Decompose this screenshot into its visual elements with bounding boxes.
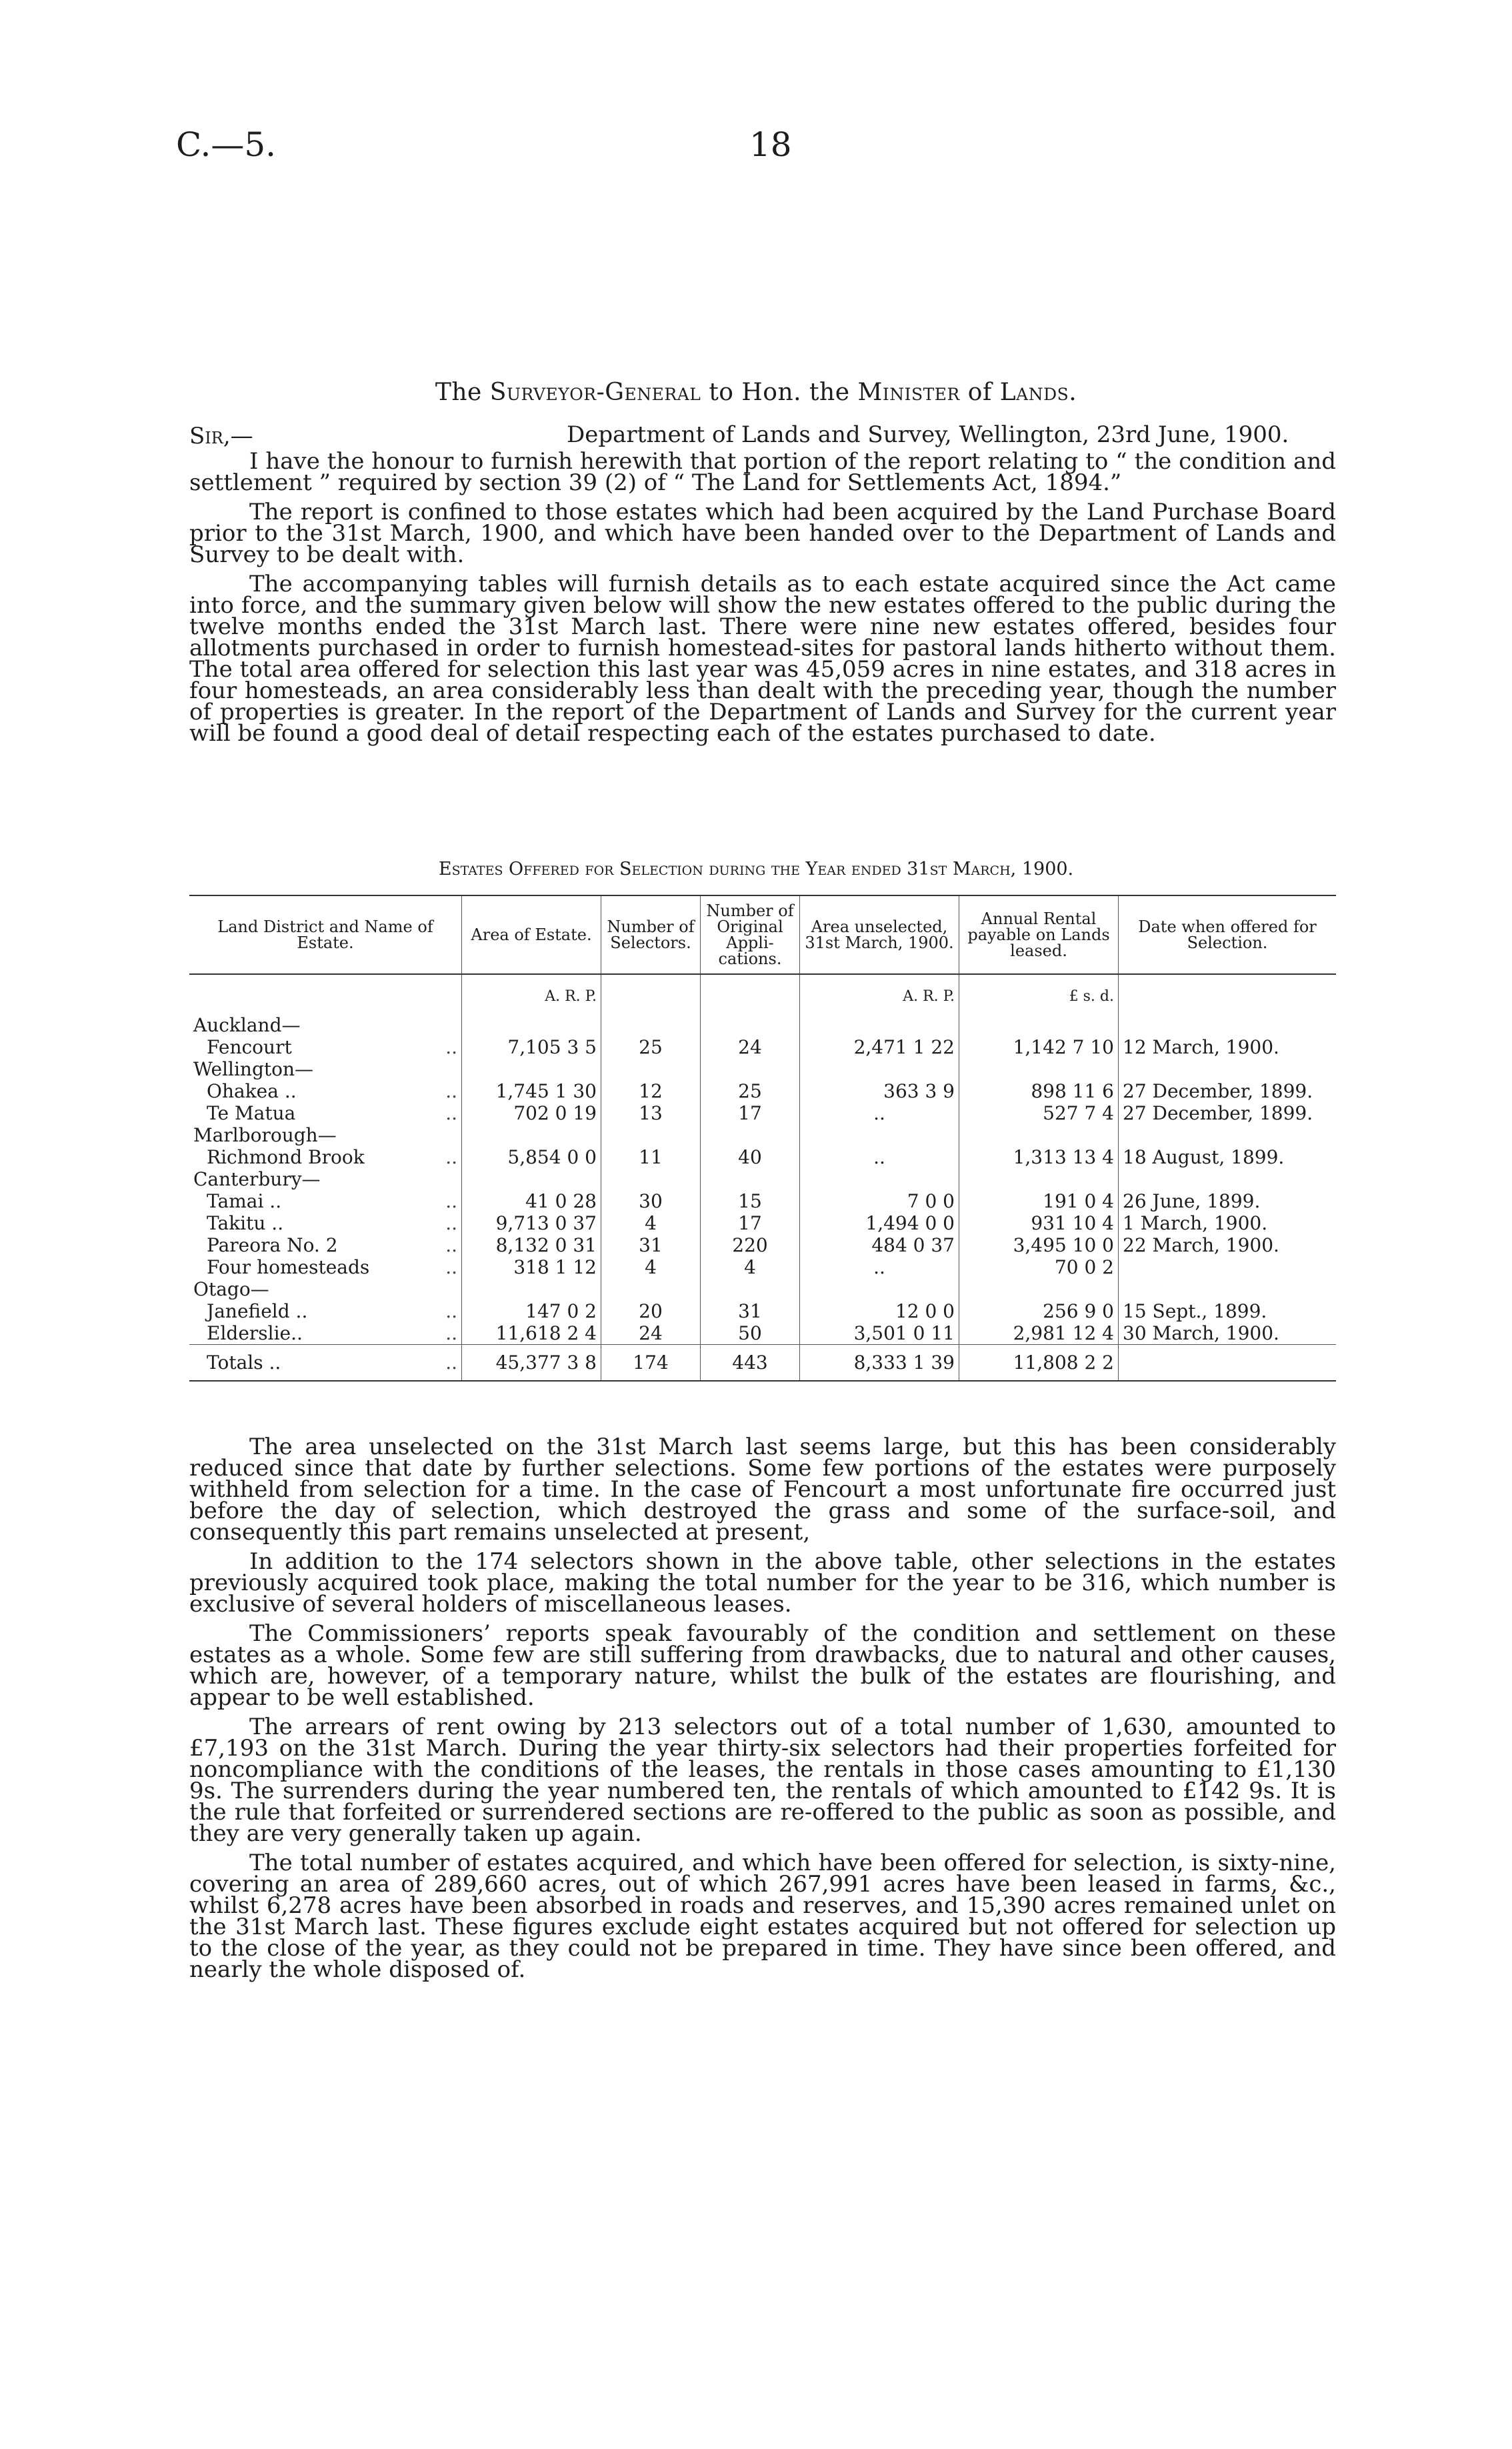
cell-unselected — [800, 1278, 959, 1300]
paragraph: The accompanying tables will furnish details as to each estate acquired since the Act came into force, and the summary given below will show the new estates offered to the public during the twelve months ended the 31st March last. There were nine new estates offered, besides four allotments purchased in order to furnish homestead-sites for pastoral lands hitherto without them. The total area offered for selection this last year was 45,059 acres in nine estates, and 318 acres in four homesteads, an area considerably less than dealt with the preceding year, though the number of properties is greater. In the report of the Department of Lands and Survey for the current year will be found a good deal of detail respecting each of the estates purchased to date. — [189, 571, 1336, 747]
cell-date — [1119, 1014, 1337, 1036]
cell-applications: 15 — [701, 1190, 800, 1212]
cell-date — [1119, 1058, 1337, 1080]
estate-name: Takitu .. .. — [207, 1212, 457, 1234]
district-name: Canterbury— — [193, 1168, 321, 1190]
cell-applications: 25 — [701, 1080, 800, 1102]
estate-name: Pareora No. 2 .. — [207, 1234, 457, 1256]
cell-rental: 1,142 7 10 — [959, 1036, 1119, 1058]
cell-area: 11,618 2 4 — [462, 1322, 601, 1345]
cell-area — [462, 1124, 601, 1146]
cell-selectors: 12 — [601, 1080, 701, 1102]
cell-selectors — [601, 1168, 701, 1190]
cell-area: 7,105 3 5 — [462, 1036, 601, 1058]
table-row — [189, 1322, 1336, 1345]
cell-applications: 40 — [701, 1146, 800, 1168]
cell-rental: 2,981 12 4 — [959, 1322, 1119, 1345]
district-row — [189, 1168, 1336, 1190]
cell-rental: 191 0 4 — [959, 1190, 1119, 1212]
title-to: to Hon. the — [709, 379, 850, 406]
cell-date: 15 Sept., 1899. — [1119, 1300, 1337, 1322]
cell-unselected: 3,501 0 11 — [800, 1322, 959, 1345]
cell-area — [462, 1168, 601, 1190]
cell-unselected: 2,471 1 22 — [800, 1036, 959, 1058]
cell-applications: 17 — [701, 1102, 800, 1124]
cell-selectors: 30 — [601, 1190, 701, 1212]
cell-rental — [959, 1124, 1119, 1146]
cell-unselected — [800, 1014, 959, 1036]
cell-unselected: 484 0 37 — [800, 1234, 959, 1256]
totals-unselected: 8,333 1 39 — [800, 1345, 959, 1382]
table-row — [189, 1190, 1336, 1212]
cell-date — [1119, 1256, 1337, 1278]
district-name: Marlborough— — [193, 1124, 337, 1146]
address-line: Department of Lands and Survey, Wellington, 23rd June, 1900. — [567, 421, 1289, 448]
cell-date — [1119, 1168, 1337, 1190]
cell-rental: 256 9 0 — [959, 1300, 1119, 1322]
cell-unselected — [800, 1124, 959, 1146]
paragraph: The arrears of rent owing by 213 selectors out of a total number of 1,630, amounted to £7,193 on the 31st March. During the year thirty-six selectors had their properties forfeited for noncompliance with the conditions of the leases, the rentals in those cases amounting to £1,130 9s. The surrenders during the year numbered ten, the rentals of which amounted to £142 9s. It is the rule that forfeited or surrendered sections are re-offered to the public as soon as possible, and they are very generally taken up again. — [189, 1714, 1336, 1847]
col-header-estate: Land District and Name of Estate. — [189, 895, 462, 974]
cell-applications — [701, 1278, 800, 1300]
title-from: Surveyor-General — [489, 379, 701, 406]
col-header-applications: Number of Original Appli- cations. — [701, 895, 800, 974]
cell-area — [462, 1058, 601, 1080]
table-row — [189, 1146, 1336, 1168]
intro-text — [189, 448, 1336, 752]
cell-rental: 70 0 2 — [959, 1256, 1119, 1278]
totals-rental: 11,808 2 2 — [959, 1345, 1119, 1382]
cell-area: 147 0 2 — [462, 1300, 601, 1322]
col-header-rental: Annual Rental payable on Lands leased. — [959, 895, 1119, 974]
estate-name: Te Matua .. — [207, 1102, 457, 1124]
paragraph: The area unselected on the 31st March last seems large, but this has been considerably reduced since that date by further selections. Some few portions of the estates were purposely withheld from selection for a time. In the case of Fencourt a most unfortunate fire occurred just before the day of selection, which destroyed the grass and some of the surface-soil, and consequently this part remains unselected at present, — [189, 1434, 1336, 1546]
cell-area: 1,745 1 30 — [462, 1080, 601, 1102]
cell-date: 27 December, 1899. — [1119, 1102, 1337, 1124]
paragraph: In addition to the 174 selectors shown in the above table, other selections in the estates previously acquired took place, making the total number for the year to be 316, which number is exclusive of several holders of miscellaneous leases. — [189, 1548, 1336, 1618]
district-row — [189, 1278, 1336, 1300]
totals-row — [189, 1345, 1336, 1382]
unselected-units: A. R. P. — [800, 974, 959, 1014]
table-caption-text: Estates Offered for Selection during the Year ended 31st March, 1900. — [438, 859, 1074, 879]
cell-date — [1119, 1278, 1337, 1300]
rental-units: £ s. d. — [959, 974, 1119, 1014]
estate-name: Elderslie.. .. — [207, 1322, 457, 1344]
totals-area: 45,377 3 8 — [462, 1345, 601, 1382]
cell-area — [462, 1278, 601, 1300]
totals-label: Totals .. .. — [189, 1345, 462, 1382]
cell-unselected: 7 0 0 — [800, 1190, 959, 1212]
col-header-selectors: Number of Selectors. — [601, 895, 701, 974]
district-row — [189, 1058, 1336, 1080]
cell-unselected: 12 0 0 — [800, 1300, 959, 1322]
totals-date — [1119, 1345, 1337, 1382]
cell-applications: 220 — [701, 1234, 800, 1256]
cell-selectors: 4 — [601, 1256, 701, 1278]
cell-applications: 24 — [701, 1036, 800, 1058]
cell-rental — [959, 1278, 1119, 1300]
cell-unselected: 1,494 0 0 — [800, 1212, 959, 1234]
cell-date: 12 March, 1900. — [1119, 1036, 1337, 1058]
cell-applications: 4 — [701, 1256, 800, 1278]
cell-date: 1 March, 1900. — [1119, 1212, 1337, 1234]
cell-unselected: .. — [800, 1102, 959, 1124]
cell-rental — [959, 1058, 1119, 1080]
letter-title — [0, 379, 1512, 406]
cell-unselected: 363 3 9 — [800, 1080, 959, 1102]
cell-date: 18 August, 1899. — [1119, 1146, 1337, 1168]
totals-applications: 443 — [701, 1345, 800, 1382]
units-row — [189, 974, 1336, 1014]
cell-selectors — [601, 1014, 701, 1036]
cell-applications — [701, 1058, 800, 1080]
cell-date: 27 December, 1899. — [1119, 1080, 1337, 1102]
estate-name: Fencourt .. — [207, 1036, 457, 1058]
cell-unselected: .. — [800, 1146, 959, 1168]
cell-rental — [959, 1168, 1119, 1190]
cell-applications: 50 — [701, 1322, 800, 1345]
table-row — [189, 1080, 1336, 1102]
cell-date: 26 June, 1899. — [1119, 1190, 1337, 1212]
cell-applications — [701, 1124, 800, 1146]
district-row — [189, 1014, 1336, 1036]
cell-rental: 1,313 13 4 — [959, 1146, 1119, 1168]
estate-name: Tamai .. .. — [207, 1190, 457, 1212]
paragraph: I have the honour to furnish herewith that portion of the report relating to “ the condition and settlement ” required by section 39 (2) of “ The Land for Settlements Act, 1894.” — [189, 448, 1336, 496]
title-the: The — [435, 379, 482, 406]
title-lands: Lands. — [999, 379, 1077, 406]
district-name: Otago— — [193, 1278, 269, 1300]
cell-applications — [701, 1014, 800, 1036]
estate-name: Four homesteads .. — [207, 1256, 457, 1278]
estates-table — [189, 895, 1336, 1382]
cell-rental: 898 11 6 — [959, 1080, 1119, 1102]
table-row — [189, 1212, 1336, 1234]
paragraph: The Commissioners’ reports speak favourably of the condition and settlement on these estates as a whole. Some few are still suffering from drawbacks, due to natural and other causes, which are, however, of a temporary nature, whilst the bulk of the estates are flourishing, and appear to be well established. — [189, 1620, 1336, 1711]
title-of: of — [967, 379, 992, 406]
paragraph: The report is confined to those estates which had been acquired by the Land Purchase Board prior to the 31st March, 1900, and which have been handed over to the Department of Lands and Survey to be dealt with. — [189, 499, 1336, 568]
cell-applications — [701, 1168, 800, 1190]
area-units: A. R. P. — [462, 974, 601, 1014]
cell-applications: 31 — [701, 1300, 800, 1322]
cell-rental — [959, 1014, 1119, 1036]
body-text — [189, 1436, 1336, 1988]
cell-selectors: 31 — [601, 1234, 701, 1256]
cell-selectors: 13 — [601, 1102, 701, 1124]
estate-name: Janefield .. .. — [207, 1300, 457, 1322]
district-name: Auckland— — [193, 1014, 301, 1036]
cell-date: 22 March, 1900. — [1119, 1234, 1337, 1256]
cell-applications: 17 — [701, 1212, 800, 1234]
cell-date: 30 March, 1900. — [1119, 1322, 1337, 1345]
cell-area: 318 1 12 — [462, 1256, 601, 1278]
table-row — [189, 1234, 1336, 1256]
table-caption — [0, 859, 1512, 879]
paragraph: The total number of estates acquired, and which have been offered for selection, is sixty-nine, covering an area of 289,660 acres, out of which 267,991 acres have been leased in farms, &c., whilst 6,278 acres have been absorbed in roads and reserves, and 15,390 acres remained unlet on the 31st March last. These figures exclude eight estates acquired but not offered for selection up to the close of the year, as they could not be prepared in time. They have since been offered, and nearly the whole disposed of. — [189, 1850, 1336, 1983]
cell-area — [462, 1014, 601, 1036]
district-row — [189, 1124, 1336, 1146]
district-name: Wellington— — [193, 1058, 314, 1080]
cell-area: 8,132 0 31 — [462, 1234, 601, 1256]
cell-area: 702 0 19 — [462, 1102, 601, 1124]
table-row — [189, 1300, 1336, 1322]
cell-selectors: 20 — [601, 1300, 701, 1322]
salutation: Sir,— — [189, 423, 253, 449]
col-header-date: Date when offered for Selection. — [1119, 895, 1337, 974]
table-header-row — [189, 895, 1336, 974]
cell-unselected — [800, 1058, 959, 1080]
cell-selectors: 25 — [601, 1036, 701, 1058]
cell-selectors — [601, 1124, 701, 1146]
cell-selectors: 11 — [601, 1146, 701, 1168]
col-header-area: Area of Estate. — [462, 895, 601, 974]
page-number: 18 — [749, 125, 792, 164]
col-header-unselected: Area unselected, 31st March, 1900. — [800, 895, 959, 974]
cell-selectors — [601, 1058, 701, 1080]
document-code: C.—5. — [176, 125, 277, 164]
cell-unselected — [800, 1168, 959, 1190]
table-row — [189, 1036, 1336, 1058]
title-minister: Minister — [857, 379, 960, 406]
table-row — [189, 1256, 1336, 1278]
estate-name: Ohakea .. .. — [207, 1080, 457, 1102]
cell-rental: 527 7 4 — [959, 1102, 1119, 1124]
cell-selectors: 24 — [601, 1322, 701, 1345]
cell-date — [1119, 1124, 1337, 1146]
cell-rental: 3,495 10 0 — [959, 1234, 1119, 1256]
cell-unselected: .. — [800, 1256, 959, 1278]
cell-selectors: 4 — [601, 1212, 701, 1234]
cell-selectors — [601, 1278, 701, 1300]
cell-area: 9,713 0 37 — [462, 1212, 601, 1234]
cell-area: 5,854 0 0 — [462, 1146, 601, 1168]
cell-area: 41 0 28 — [462, 1190, 601, 1212]
totals-selectors: 174 — [601, 1345, 701, 1382]
cell-rental: 931 10 4 — [959, 1212, 1119, 1234]
estate-name: Richmond Brook .. — [207, 1146, 457, 1168]
table-row — [189, 1102, 1336, 1124]
